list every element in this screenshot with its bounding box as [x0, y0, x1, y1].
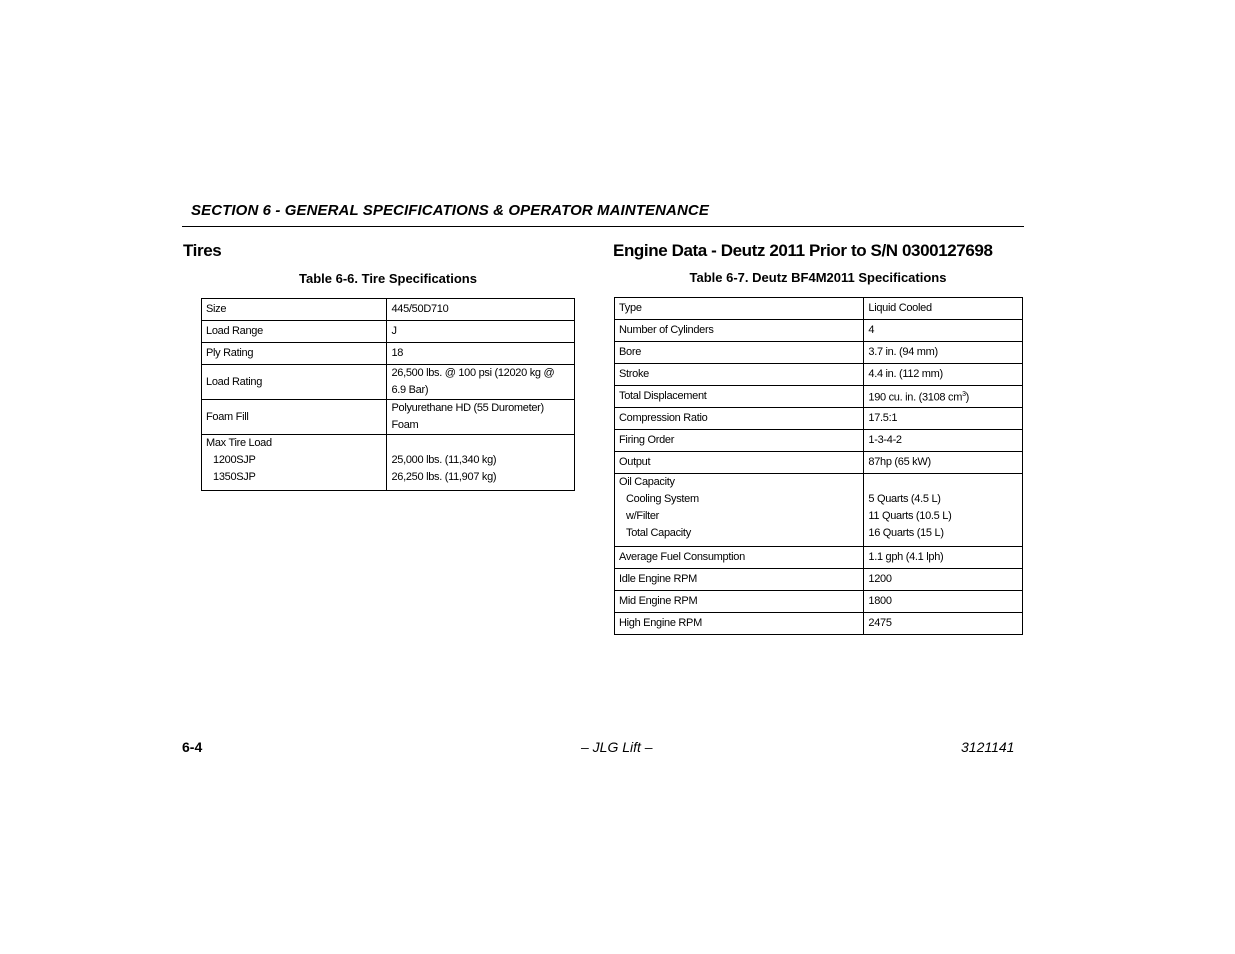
cooling-system-label: Cooling System — [626, 493, 699, 505]
row-value: 1.1 gph (4.1 lph) — [864, 547, 1023, 569]
table-row — [615, 591, 1023, 613]
table-row — [615, 342, 1023, 364]
page-number: 6-4 — [182, 739, 203, 755]
row-label: Load Rating — [202, 365, 387, 400]
row-value: 1800 — [864, 591, 1023, 613]
cooling-system-value: 5 Quarts (4.5 L) — [868, 493, 941, 505]
row-label: High Engine RPM — [615, 613, 864, 635]
model-1350sjp-value: 26,250 lbs. (11,907 kg) — [391, 471, 497, 483]
row-value: 3.7 in. (94 mm) — [864, 342, 1023, 364]
row-label: Stroke — [615, 364, 864, 386]
table-row — [615, 452, 1023, 474]
displacement-sup: 3 — [962, 391, 966, 399]
row-value: Polyurethane HD (55 Durometer) Foam — [387, 400, 575, 435]
max-load-label: Max Tire Load — [206, 437, 272, 449]
row-value: 4 — [864, 320, 1023, 342]
filter-label: w/Filter — [626, 510, 660, 522]
row-label: Size — [202, 299, 387, 321]
oil-capacity-label: Oil Capacity — [619, 476, 675, 488]
table-row — [615, 386, 1023, 408]
total-capacity-label: Total Capacity — [626, 527, 691, 539]
row-value: 1-3-4-2 — [864, 430, 1023, 452]
row-value: 445/50D710 — [387, 299, 575, 321]
displacement-value: 190 cu. in. (3108 cm — [868, 391, 963, 404]
row-value: 2475 — [864, 613, 1023, 635]
row-label: Firing Order — [615, 430, 864, 452]
row-label: Bore — [615, 342, 864, 364]
row-value: 4.4 in. (112 mm) — [864, 364, 1023, 386]
footer-center: – JLG Lift – — [581, 739, 653, 755]
table-row — [202, 435, 575, 491]
total-capacity-value: 16 Quarts (15 L) — [868, 527, 944, 539]
section-header: SECTION 6 - GENERAL SPECIFICATIONS & OPERATOR MAINTENANCE — [191, 202, 709, 219]
row-label — [202, 435, 387, 491]
row-label: Mid Engine RPM — [615, 591, 864, 613]
row-label: Ply Rating — [202, 343, 387, 365]
row-label: Load Range — [202, 321, 387, 343]
row-value — [387, 435, 575, 491]
tire-table-title: Table 6-6. Tire Specifications — [299, 271, 477, 286]
table-row — [615, 364, 1023, 386]
table-row — [615, 298, 1023, 320]
tires-heading: Tires — [183, 241, 222, 260]
model-1200sjp-value: 25,000 lbs. (11,340 kg) — [391, 454, 497, 466]
header-rule — [182, 226, 1024, 227]
model-1200sjp-label: 1200SJP — [213, 454, 256, 466]
row-value: 26,500 lbs. @ 100 psi (12020 kg @ 6.9 Bar) — [387, 365, 575, 400]
table-row — [202, 343, 575, 365]
row-label: Compression Ratio — [615, 408, 864, 430]
table-row — [615, 320, 1023, 342]
engine-heading: Engine Data - Deutz 2011 Prior to S/N 0300127698 — [613, 241, 993, 260]
tire-spec-table — [201, 298, 575, 491]
row-value: J — [387, 321, 575, 343]
displacement-suffix: ) — [965, 391, 970, 404]
row-label: Idle Engine RPM — [615, 569, 864, 591]
row-label: Total Displacement — [615, 386, 864, 408]
row-label: Type — [615, 298, 864, 320]
row-value: 87hp (65 kW) — [864, 452, 1023, 474]
row-value: Liquid Cooled — [864, 298, 1023, 320]
row-value: 18 — [387, 343, 575, 365]
row-value: 17.5:1 — [864, 408, 1023, 430]
table-row — [202, 400, 575, 435]
filter-value: 11 Quarts (10.5 L) — [868, 510, 952, 522]
engine-table-title: Table 6-7. Deutz BF4M2011 Specifications — [689, 270, 947, 285]
table-row — [615, 408, 1023, 430]
doc-number: 3121141 — [961, 739, 1015, 755]
table-row — [615, 430, 1023, 452]
table-row — [202, 299, 575, 321]
row-label: Average Fuel Consumption — [615, 547, 864, 569]
row-value: 1200 — [864, 569, 1023, 591]
table-row — [202, 365, 575, 400]
table-row — [202, 321, 575, 343]
model-1350sjp-label: 1350SJP — [213, 471, 256, 483]
engine-spec-table — [614, 297, 1023, 635]
row-label: Foam Fill — [202, 400, 387, 435]
table-row — [615, 547, 1023, 569]
row-label: Output — [615, 452, 864, 474]
row-value — [864, 474, 1023, 547]
row-value — [864, 386, 1023, 408]
table-row — [615, 474, 1023, 547]
row-label — [615, 474, 864, 547]
row-label: Number of Cylinders — [615, 320, 864, 342]
table-row — [615, 613, 1023, 635]
table-row — [615, 569, 1023, 591]
